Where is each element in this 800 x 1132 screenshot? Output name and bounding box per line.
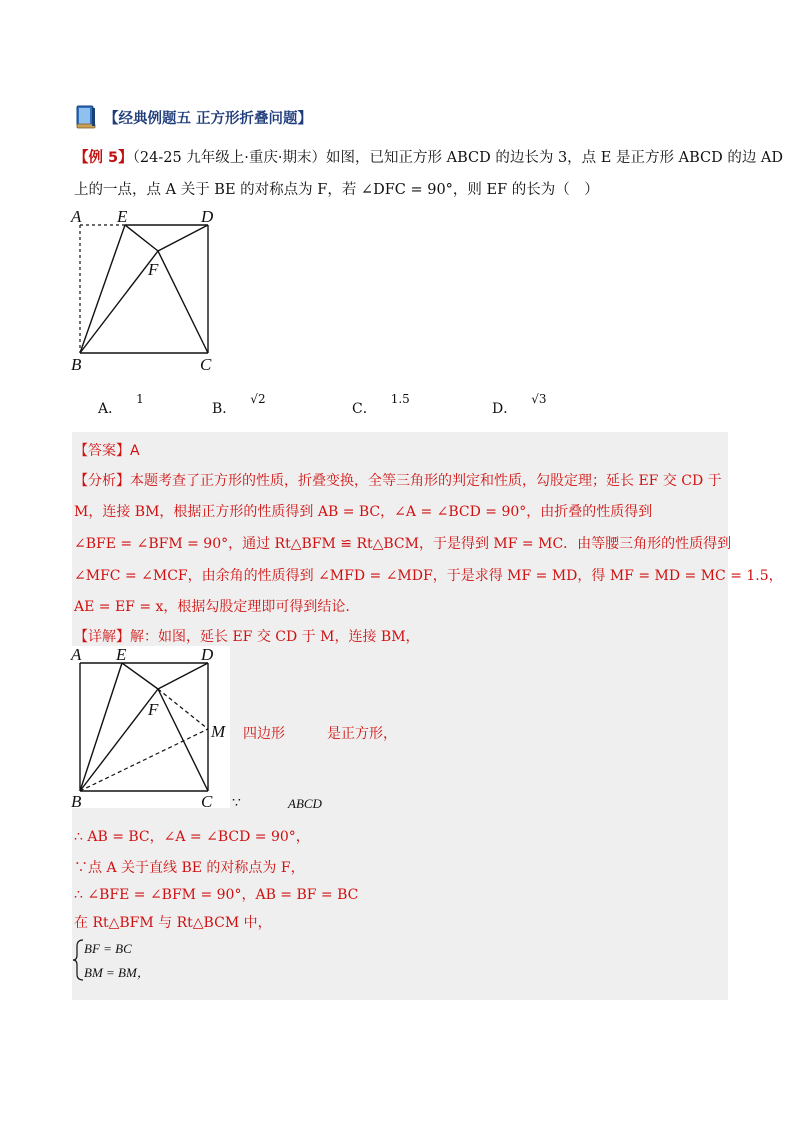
book-icon [74,104,98,130]
label-b2: B [71,792,82,810]
analysis-line-2: M，连接 BM，根据正方形的性质得到 AB = BC，∠A = ∠BCD = 90°，由折叠的性质得到 [74,504,653,520]
analysis-line-1: 【分析】本题考查了正方形的性质，折叠变换，全等三角形的判定和性质，勾股定理；延长 EF 交 CD 于 [74,473,722,489]
label-a: A [71,207,82,226]
answer-line: 【答案】A [74,443,140,459]
step-4: 在 Rt△BFM 与 Rt△BCM 中， [74,915,272,931]
segment-ef [125,225,158,251]
segment-fc [158,251,208,353]
abcd-label: ABCD [288,796,322,811]
question-text-2: 上的一点，点 A 关于 BE 的对称点为 F，若 ∠DFC = 90°，则 EF 的长为（ ） [74,182,599,198]
figure-square-fold [70,205,230,375]
label-f2: F [148,700,159,719]
segment-be [80,225,125,353]
option-c[interactable] [352,392,410,418]
segment-fd [158,663,208,689]
segment-bf [80,689,158,791]
system-eq-1: BF = BC [84,941,132,956]
step-1: ∴ AB = BC，∠A = ∠BCD = 90°， [74,829,310,845]
label-c: C [200,355,212,374]
question-line-2 [74,178,599,199]
step-2: ∵点 A 关于直线 BE 的对称点为 F， [74,860,305,876]
segment-bm-dashed [80,729,208,791]
because-symbol: ∵ [232,795,241,811]
analysis-line-3: ∠BFE = ∠BFM = 90°，通过 Rt△BFM ≌ Rt△BCM，于是得到 MF = MC．由等腰三角形的性质得到 [74,536,732,552]
example-tag: 【例 5】 [74,150,133,166]
option-b-value: √2 [250,392,266,406]
question-line-1 [74,146,783,167]
option-a[interactable] [98,392,144,418]
option-b-letter: B． [212,401,237,417]
segment-ef [122,663,158,689]
analysis-line-5: AE = EF = x，根据勾股定理即可得到结论. [74,599,350,615]
label-e2: E [116,645,127,664]
label-b: B [71,355,82,374]
section-title: 【经典例题五 正方形折叠问题】 [104,110,313,127]
option-c-value: 1.5 [390,392,410,406]
segment-fm-dashed [158,689,208,729]
option-a-letter: A． [98,401,123,417]
segment-fd [158,225,208,251]
label-c2: C [201,792,213,810]
segment-be [80,663,122,791]
label-f: F [148,260,159,279]
label-e: E [117,207,128,226]
section-header [74,103,312,131]
option-c-letter: C． [352,401,377,417]
analysis-line-4: ∠MFC = ∠MCF，由余角的性质得到 ∠MFD = ∠MDF，于是求得 MF = MD，得 MF = MD = MC = 1.5， [74,568,783,584]
label-a2: A [71,645,82,664]
question-text-1: （24-25 九年级上·重庆·期末）如图，已知正方形 ABCD 的边长为 3，点 E 是正方形 ABCD 的边 AD [132,150,784,166]
segment-bf [80,251,158,353]
option-a-value: 1 [136,392,144,406]
option-d[interactable] [492,392,547,418]
label-m: M [211,722,226,741]
step-3: ∴ ∠BFE = ∠BFM = 90°，AB = BF = BC [74,887,359,903]
label-d: D [201,207,214,226]
system-eq-2: BM = BM， [84,965,150,980]
figure-square-fold-extended [70,645,235,810]
detail-intro: 【详解】解：如图，延长 EF 交 CD 于 M，连接 BM， [74,629,420,645]
label-d2: D [201,645,214,664]
fig2-side-text: 四边形 是正方形， [243,726,397,742]
segment-fc [158,689,208,791]
option-b[interactable] [212,392,266,418]
option-d-letter: D． [492,401,518,417]
option-d-value: √3 [531,392,547,406]
